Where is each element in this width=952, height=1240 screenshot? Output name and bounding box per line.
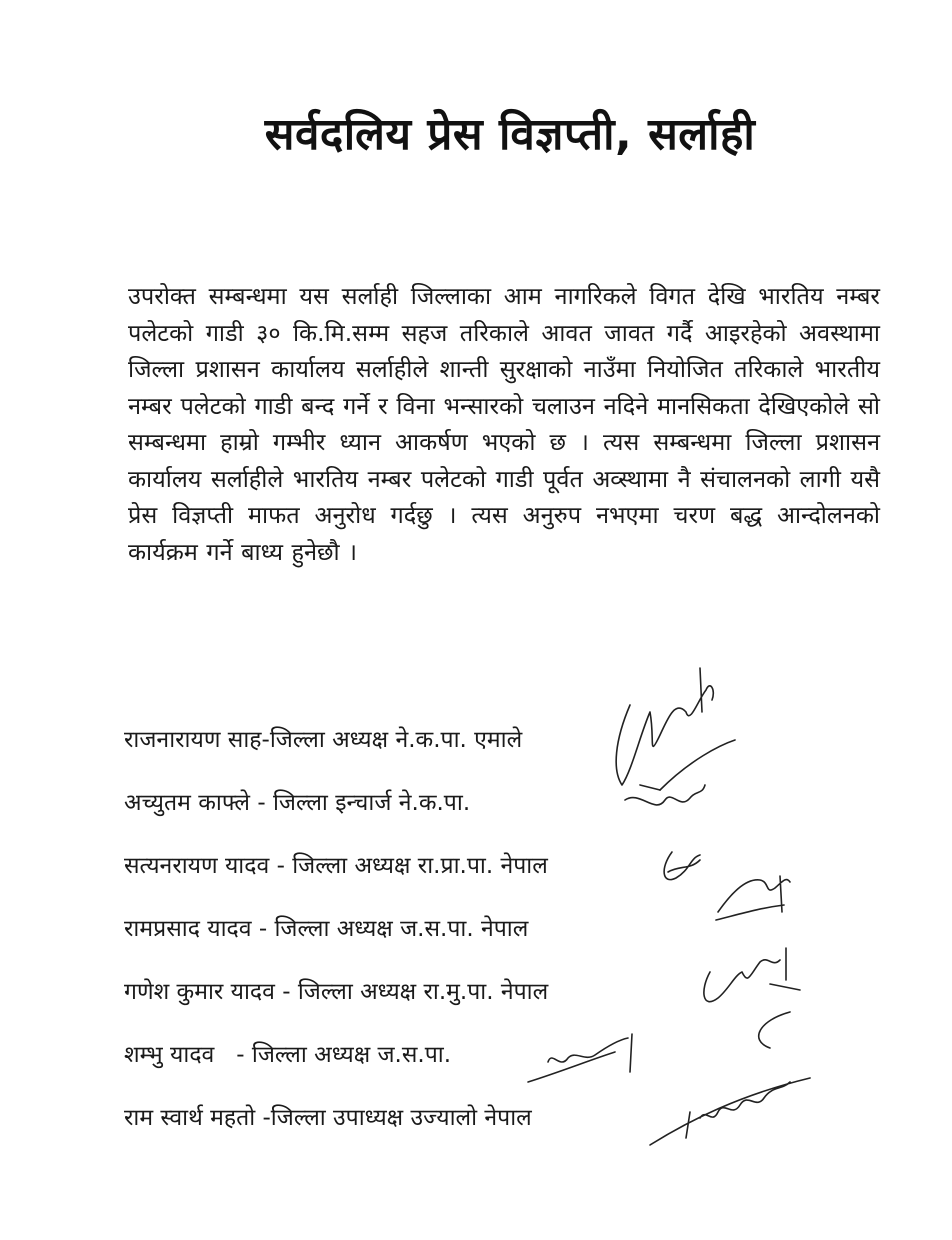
- signatory-role: जिल्ला अध्यक्ष रा.प्रा.पा. नेपाल: [292, 853, 548, 879]
- signatory-separator: -: [261, 727, 270, 753]
- signatory-name: राम स्वार्थ महतो: [124, 1105, 256, 1131]
- signatory-role: जिल्ला अध्यक्ष ने.क.पा. एमाले: [269, 727, 523, 753]
- signatory-separator: -: [251, 916, 275, 942]
- signatory-name: गणेश कुमार यादव: [124, 979, 275, 1005]
- signatory-name: सत्यनरायण यादव: [124, 853, 270, 879]
- signatory-line: [124, 911, 644, 974]
- signatory-list: [124, 722, 644, 1163]
- signatory-separator: -: [274, 979, 298, 1005]
- signatory-line: [124, 722, 644, 785]
- signatory-role: जिल्ला अध्यक्ष ज.स.पा. नेपाल: [274, 916, 529, 942]
- signature-5: [650, 1078, 810, 1145]
- signatory-line: [124, 848, 644, 911]
- signatory-name: अच्युतम काफ्ले: [124, 790, 251, 816]
- signatory-name: राजनारायण साह: [124, 727, 262, 753]
- signature-2: [664, 852, 790, 920]
- signature-3: [704, 948, 800, 1048]
- signatory-separator: -: [269, 853, 293, 879]
- signatory-name: शम्भु यादव: [124, 1042, 215, 1068]
- signatory-separator: -: [214, 1042, 252, 1068]
- signatory-separator: -: [255, 1105, 271, 1131]
- signatory-line: [124, 1037, 644, 1100]
- signatory-line: [124, 974, 644, 1037]
- document-title: सर्वदलिय प्रेस विज्ञप्ती, सर्लाही: [264, 109, 756, 160]
- signatory-role: जिल्ला अध्यक्ष रा.मु.पा. नेपाल: [297, 979, 549, 1005]
- signatory-line: [124, 1100, 644, 1163]
- signatory-name: रामप्रसाद यादव: [124, 916, 252, 942]
- signatory-role: जिल्ला इन्चार्ज ने.क.पा.: [272, 790, 471, 816]
- signatory-role: जिल्ला अध्यक्ष ज.स.पा.: [251, 1042, 452, 1068]
- signatory-separator: -: [250, 790, 273, 816]
- body-paragraph: उपरोक्त सम्बन्धमा यस सर्लाही जिल्लाका आम नागरिकले विगत देखि भारतिय नम्बर पलेटको गाडी ३० कि.मि.सम्म सहज तरिकाले आवत जावत गर्दै आइरहेको अवस्थामा जिल्ला प्रशासन कार्यालय सर्लाहीले शान्ती सुरक्षाको नाउँमा नियोजित तरिकाले भारतीय नम्बर पलेटको गाडी बन्द गर्ने र विना भन्सारको चलाउन नदिने मानसिकता देखिएकोले सो सम्बन्धमा हाम्रो गम्भीर ध्यान आकर्षण भएको छ । त्यस सम्बन्धमा जिल्ला प्रशासन कार्यालय सर्लाहीले भारतिय नम्बर पलेटको गाडी पूर्वत अव्स्थामा नै संचालनको लागी यसै प्रेस विज्ञप्ती माफत अनुरोध गर्दछु । त्यस अनुरुप नभएमा चरण बद्ध आन्दोलनको कार्यक्रम गर्ने बाध्य हुनेछौ ।: [128, 282, 880, 566]
- signatory-line: [124, 785, 644, 848]
- signatory-role: जिल्ला उपाध्यक्ष उज्यालो नेपाल: [270, 1105, 532, 1131]
